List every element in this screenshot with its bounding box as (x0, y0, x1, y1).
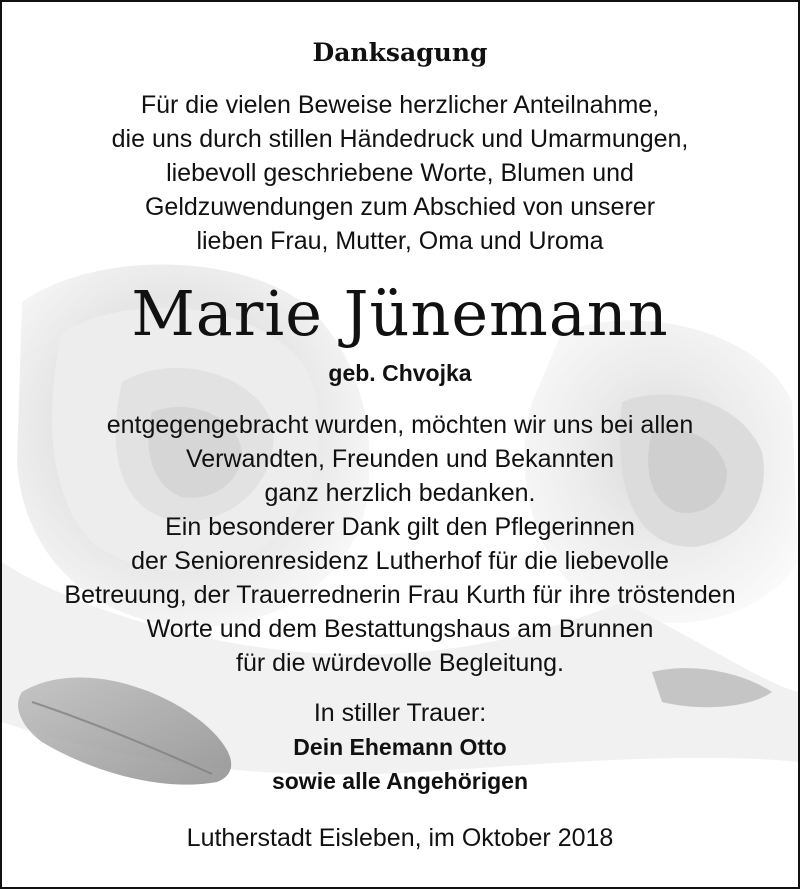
thanks-line: entgegengebracht wurden, möchten wir uns bei allen (106, 411, 694, 439)
thanks-line: Verwandten, Freunden und Bekannten (185, 445, 615, 473)
signers (2, 730, 798, 798)
notice-heading: Danksagung (312, 38, 488, 67)
thanks-line: Worte und dem Bestattungshaus am Brunnen (146, 615, 654, 643)
deceased-name: Marie Jünemann (131, 277, 669, 350)
mourning-line: In stiller Trauer: (313, 699, 487, 727)
thanks-line: Ein besonderer Dank gilt den Pflegerinnen (165, 513, 635, 541)
maiden-name: geb. Chvojka (328, 360, 472, 386)
thanks-line: für die würdevolle Begleitung. (236, 649, 564, 677)
thanks-line: Betreuung, der Trauerrednerin Frau Kurth für ihre tröstenden (64, 581, 736, 609)
thanks-line: der Seniorenresidenz Lutherhof für die liebevolle (131, 547, 669, 575)
place-date: Lutherstadt Eisleben, im Oktober 2018 (186, 824, 614, 852)
intro-line: liebevoll geschriebene Worte, Blumen und (166, 159, 634, 187)
signer-line: Dein Ehemann Otto (293, 734, 507, 760)
intro-line: lieben Frau, Mutter, Oma und Uroma (196, 227, 604, 255)
thanks-line: ganz herzlich bedanken. (264, 479, 536, 507)
intro-text (2, 88, 798, 258)
intro-line: Für die vielen Beweise herzlicher Anteilnahme, (140, 91, 660, 119)
intro-line: die uns durch stillen Händedruck und Umarmungen, (111, 125, 689, 153)
intro-line: Geldzuwendungen zum Abschied von unserer (144, 193, 656, 221)
thanks-text (2, 408, 798, 680)
signer-line: sowie alle Angehörigen (271, 768, 529, 794)
